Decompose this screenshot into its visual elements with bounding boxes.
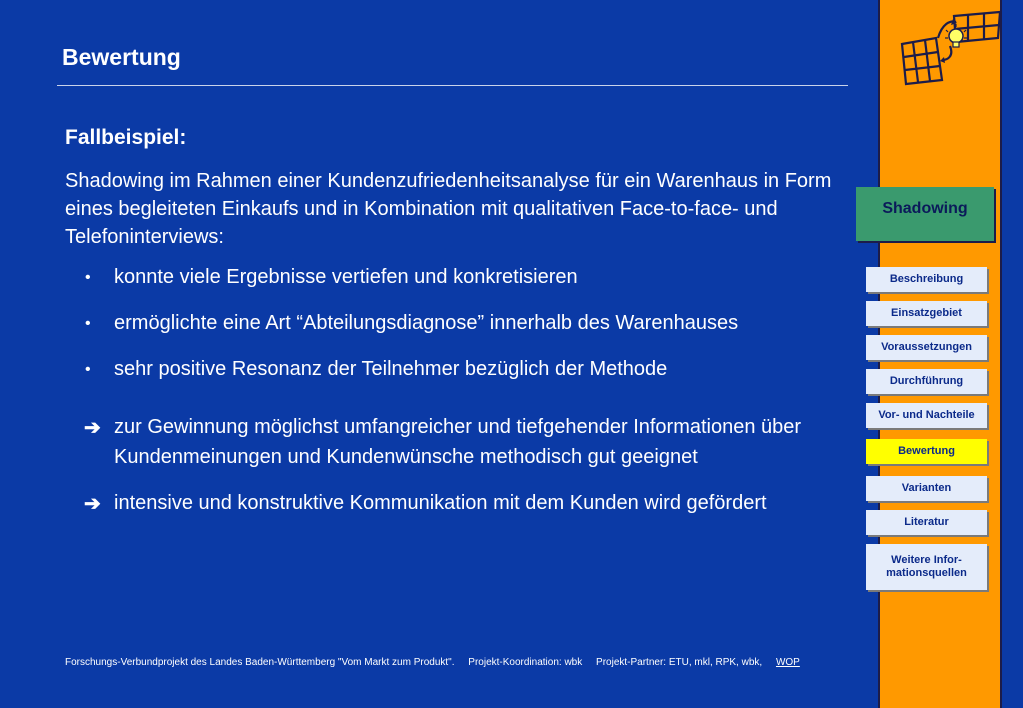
bullet-list — [65, 263, 855, 384]
list-item — [65, 355, 855, 384]
section-badge-shadowing: Shadowing — [856, 187, 994, 241]
conclusion-item — [65, 488, 855, 518]
nav-button-voraussetzungen[interactable]: Voraussetzungen — [866, 335, 987, 360]
nav-button-weitere-informationsquellen[interactable]: Weitere Infor- mationsquellen — [866, 544, 987, 590]
main-content — [65, 124, 855, 534]
nav-button-literatur[interactable]: Literatur — [866, 510, 987, 535]
list-item-text: ermöglichte eine Art “Abteilungsdiagnose” innerhalb des Warenhauses — [114, 312, 739, 334]
footer-coordination: Projekt-Koordination: wbk — [468, 657, 583, 668]
list-item-text: sehr positive Resonanz der Teilnehmer bezüglich der Methode — [114, 358, 668, 380]
wop-link[interactable]: WOP — [775, 657, 800, 668]
nav-button-beschreibung[interactable]: Beschreibung — [866, 267, 987, 292]
nav-button-vor-und-nachteile[interactable]: Vor- und Nachteile — [866, 403, 987, 428]
arrow-right-icon: ➔ — [84, 493, 101, 515]
slide-title: Bewertung — [62, 44, 181, 70]
conclusion-list — [65, 412, 855, 518]
footer-partners: Projekt-Partner: ETU, mkl, RPK, wbk, — [596, 657, 763, 668]
arrow-right-icon: ➔ — [84, 417, 101, 439]
grid-lightbulb-logo-icon — [898, 10, 1004, 88]
footer — [65, 657, 800, 668]
bullet-icon: • — [85, 361, 91, 378]
list-item — [65, 263, 855, 292]
list-item-text: konnte viele Ergebnisse vertiefen und konkretisieren — [114, 266, 578, 288]
footer-project: Forschungs-Verbundprojekt des Landes Baden-Württemberg "Vom Markt zum Produkt". — [65, 657, 455, 668]
nav-button-varianten[interactable]: Varianten — [866, 476, 987, 501]
nav-button-einsatzgebiet[interactable]: Einsatzgebiet — [866, 301, 987, 326]
title-divider — [57, 85, 848, 86]
nav-button-bewertung[interactable]: Bewertung — [866, 439, 987, 464]
bullet-icon: • — [85, 269, 91, 286]
section-heading: Fallbeispiel: — [65, 126, 187, 149]
conclusion-text: zur Gewinnung möglichst umfangreicher und tiefgehender Informationen über Kundenmeinungen und Kundenwünsche methodisch gut geeignet — [114, 416, 802, 468]
list-item — [65, 309, 855, 338]
intro-paragraph: Shadowing im Rahmen einer Kundenzufriedenheitsanalyse für ein Warenhaus in Form eines begleiteten Einkaufs und in Kombination mit qualitativen Face-to-face- und Telefoninterviews: — [65, 170, 832, 248]
nav-button-durchfuehrung[interactable]: Durchführung — [866, 369, 987, 394]
conclusion-item — [65, 412, 855, 472]
bullet-icon: • — [85, 315, 91, 332]
conclusion-text: intensive und konstruktive Kommunikation mit dem Kunden wird gefördert — [114, 492, 767, 514]
